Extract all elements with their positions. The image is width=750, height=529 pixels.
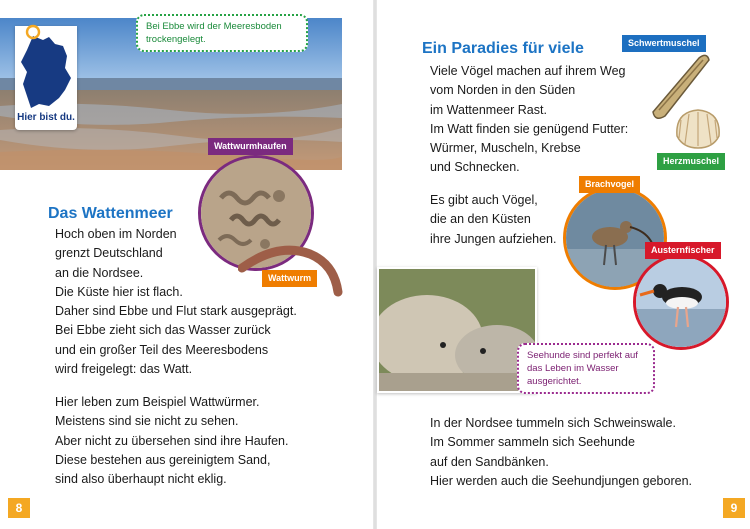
right-paragraph-1 xyxy=(430,62,628,178)
text-line: und ein großer Teil des Meeresbodens xyxy=(55,342,269,357)
cockle-illustration xyxy=(673,106,723,150)
map-caption: Hier bist du. xyxy=(17,112,75,123)
razor-clam-tag: Schwertmuschel xyxy=(622,35,706,52)
germany-map-icon xyxy=(19,34,73,110)
text-line: an die Nordsee. xyxy=(55,265,144,280)
left-paragraph-2 xyxy=(55,393,288,489)
text-line: sind also überhaupt nicht eklig. xyxy=(55,472,227,487)
seals-callout: Seehunde sind perfekt auf das Leben im Wasser ausgerichtet. xyxy=(517,343,655,394)
text-line: Hoch oben im Norden xyxy=(55,227,177,241)
text-line: Im Watt finden sie genügend Futter: xyxy=(430,121,629,136)
right-page xyxy=(377,0,750,529)
lugworm-tag: Wattwurm xyxy=(262,270,317,287)
text-line: Es gibt auch Vögel, xyxy=(430,193,538,207)
text-line: Die Küste hier ist flach. xyxy=(55,284,183,299)
text-line: auf den Sandbänken. xyxy=(430,454,549,469)
cockle-tag: Herzmuschel xyxy=(657,153,725,170)
right-paragraph-2 xyxy=(430,191,556,249)
text-line: im Wattenmeer Rast. xyxy=(430,102,547,117)
page-number-left: 8 xyxy=(8,498,30,518)
text-line: Viele Vögel machen auf ihrem Weg xyxy=(430,64,626,78)
text-line: Diese bestehen aus gereinigtem Sand, xyxy=(55,452,271,467)
page-number-right: 9 xyxy=(723,498,745,518)
text-line: Hier werden auch die Seehundjungen geboren. xyxy=(430,473,692,488)
right-paragraph-3 xyxy=(430,414,692,491)
text-line: Daher sind Ebbe und Flut stark ausgeprägt. xyxy=(55,304,297,319)
right-heading: Ein Paradies für viele xyxy=(422,40,584,57)
text-line: In der Nordsee tummeln sich Schweinswale. xyxy=(430,416,676,430)
text-line: Meistens sind sie nicht zu sehen. xyxy=(55,414,239,429)
tide-callout: Bei Ebbe wird der Meeresboden trockengelegt. xyxy=(136,14,308,52)
location-map-card xyxy=(15,26,77,130)
text-line: ihre Jungen aufziehen. xyxy=(430,231,557,246)
text-line: und Schnecken. xyxy=(430,160,520,175)
location-marker-icon xyxy=(25,24,41,40)
left-heading: Das Wattenmeer xyxy=(48,205,173,222)
text-line: Bei Ebbe zieht sich das Wasser zurück xyxy=(55,323,271,338)
seals-photo xyxy=(377,267,537,393)
worm-mounds-tag: Wattwurmhaufen xyxy=(208,138,293,155)
oystercatcher-tag: Austernfischer xyxy=(645,242,721,259)
left-page xyxy=(0,0,373,529)
text-line: Würmer, Muscheln, Krebse xyxy=(430,141,581,156)
text-line: vom Norden in den Süden xyxy=(430,83,576,98)
oystercatcher-photo xyxy=(633,254,729,350)
text-line: grenzt Deutschland xyxy=(55,246,163,261)
text-line: Aber nicht zu übersehen sind ihre Haufen. xyxy=(55,433,289,448)
curlew-tag: Brachvogel xyxy=(579,176,640,193)
left-paragraph-1 xyxy=(55,225,297,379)
text-line: Im Sommer sammeln sich Seehunde xyxy=(430,435,635,450)
text-line: die an den Küsten xyxy=(430,212,531,227)
text-line: Hier leben zum Beispiel Wattwürmer. xyxy=(55,395,260,409)
text-line: wird freigelegt: das Watt. xyxy=(55,362,193,377)
